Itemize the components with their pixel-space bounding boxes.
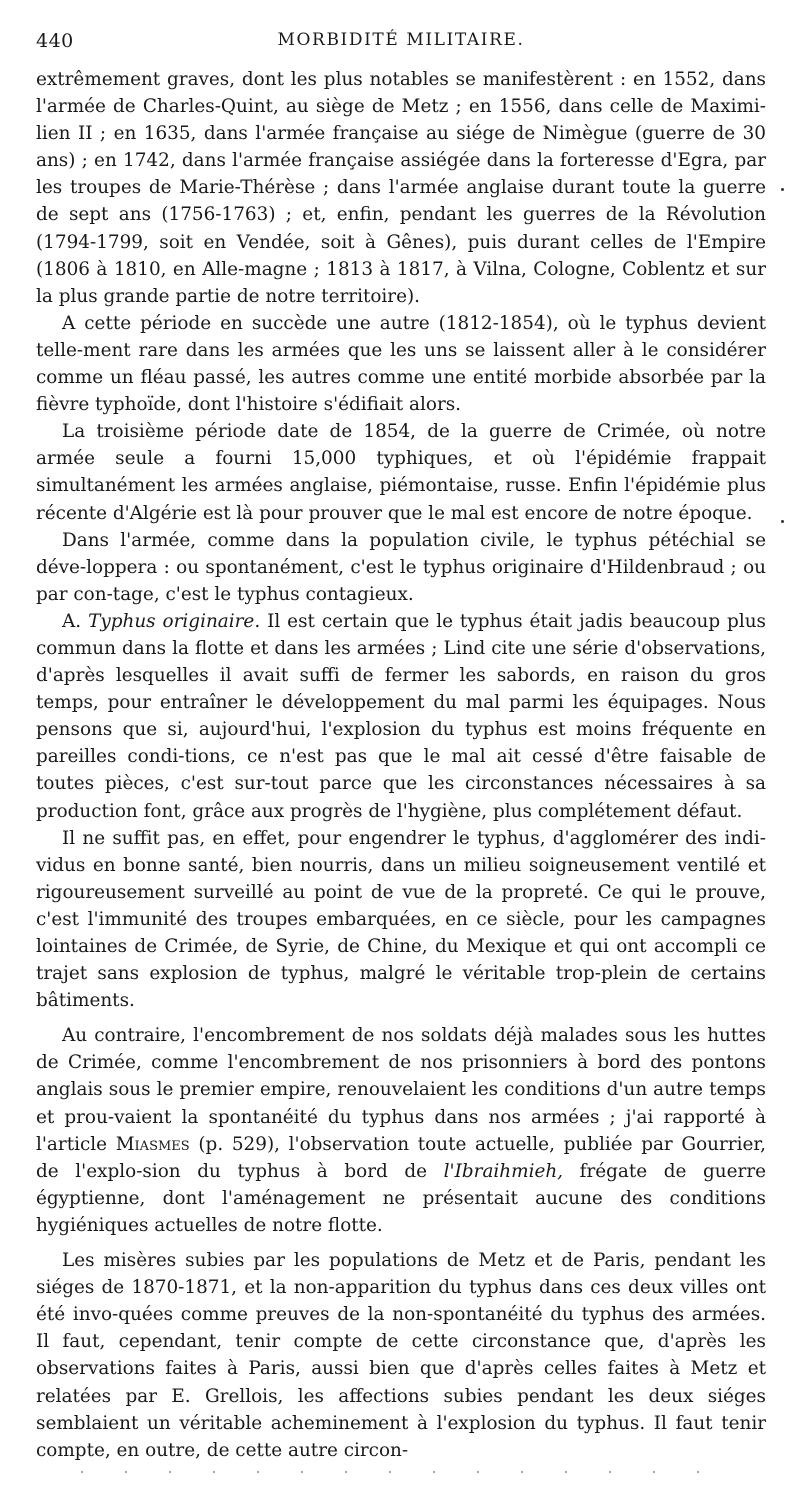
text-segment: Les misères subies par les populations de Metz et de Paris, pendant les siéges de 1870-1871, et la non-apparition du typhus dans ces deux villes ont été invo-quées comme preuves de la non-spontanéité du typhus des armées. Il faut, cependant, tenir compte de cette circonstance que, d'après les observations faites à Paris, aussi bien que d'après celles faites à Metz et relatées par E. Grellois, les affections subies pendant les deux siéges semblaient un véritable acheminement à l'explosion du typhus. Il faut tenir compte, en outre, de cette autre circon-: [36, 1250, 766, 1461]
paragraph: [36, 418, 766, 526]
paragraph: [36, 608, 766, 825]
smallcaps-text: Miasmes: [115, 1133, 190, 1155]
paragraph: [36, 66, 766, 310]
italic-text: Typhus originaire.: [88, 610, 261, 632]
text-segment: frégate de guerre égyptienne, dont l'aménagement ne présentait aucune des conditions hygiéniques actuelles de notre flotte.: [36, 1160, 766, 1236]
paragraph: [36, 527, 766, 608]
text-segment: Dans l'armée, comme dans la population civile, le typhus pétéchial se déve-loppera : ou spontanément, c'est le typhus originaire d'Hildenbraud ; ou par con-tage, c'est le typhus contagieux.: [36, 529, 766, 605]
text-segment: La troisième période date de 1854, de la guerre de Crimée, où notre armée seule a fourni 15,000 typhiques, et où l'épidémie frappait simultanément les armées anglaise, piémontaise, russe. Enfin l'épidémie plus récente d'Algérie est là pour prouver que le mal est encore de notre époque.: [36, 421, 766, 524]
running-title: MORBIDITÉ MILITAIRE.: [277, 30, 525, 50]
page-number: 440: [36, 30, 74, 52]
text-segment: Au contraire, l'encombrement de nos soldats déjà malades sous les huttes de Crimée, comme l'encombrement de nos prisonniers à bord des pontons anglais sous le premier empire, renouvelaient les conditions d'un autre temps et prou-vaient la spontanéité du typhus dans nos armées ; j'ai rapporté à l'article: [36, 1025, 766, 1155]
text-segment: A.: [62, 610, 89, 632]
margin-speck: [781, 188, 784, 191]
body-text: [36, 66, 766, 1464]
italic-text: l'Ibraihmieh,: [443, 1160, 564, 1182]
text-segment: Il est certain que le typhus était jadis beaucoup plus commun dans la flotte et dans les armées ; Lind cite une série d'observations, d'après lesquelles il avait suffi de fermer les sabords, en raison du gros temps, pour entraîner le développement du mal parmi les équipages. Nous pensons que si, aujourd'hui, l'explosion du typhus est moins fréquente en pareilles condi-tions, ce n'est pas que le mal ait cessé d'être faisable de toutes pièces, c'est sur-tout parce que les circonstances nécessaires à sa production font, grâce aux progrès de l'hygiène, plus complétement défaut.: [36, 610, 766, 822]
text-segment: (p. 529), l'observation toute actuelle, publiée par Gourrier, de l'explo-sion du typhus à bord de: [36, 1133, 766, 1182]
paragraph: [36, 1247, 766, 1464]
margin-speck: [781, 520, 784, 523]
paragraph: [36, 825, 766, 1015]
text-segment: extrêmement graves, dont les plus notables se manifestèrent : en 1552, dans l'armée de Charles-Quint, au siège de Metz ; en 1556, dans celle de Maximi-lien II ; en 1635, dans l'armée française au siége de Nimègue (guerre de 30 ans) ; en 1742, dans l'armée française assiégée dans la forteresse d'Egra, par les troupes de Marie-Thérèse ; dans l'armée anglaise durant toute la guerre de sept ans (1756-1763) ; et, enfin, pendant les guerres de la Révolution (1794-1799, soit en Vendée, soit à Gênes), puis durant celles de l'Empire (1806 à 1810, en Alle-magne ; 1813 à 1817, à Vilna, Cologne, Coblentz et sur la plus grande partie de notre territoire).: [36, 69, 766, 307]
paragraph: [36, 310, 766, 418]
text-segment: A cette période en succède une autre (1812-1854), où le typhus devient telle-ment rare dans les armées que les uns se laissent aller à le considérer comme un fléau passé, les autres comme une entité morbide absorbée par la fièvre typhoïde, dont l'histoire s'édifiait alors.: [36, 312, 766, 416]
paragraph: [36, 1022, 766, 1239]
page-header: [36, 30, 766, 58]
bottom-margin-specks: [60, 1470, 700, 1474]
text-segment: Il ne suffit pas, en effet, pour engendrer le typhus, d'agglomérer des indi-vidus en bonne santé, bien nourris, dans un milieu soigneusement ventilé et rigoureusement surveillé au point de vue de la propreté. Ce qui le prouve, c'est l'immunité des troupes embarquées, en ce siècle, pour les campagnes lointaines de Crimée, de Syrie, de Chine, du Mexique et qui ont accompli ce trajet sans explosion de typhus, malgré le véritable trop-plein de certains bâtiments.: [36, 827, 766, 1012]
